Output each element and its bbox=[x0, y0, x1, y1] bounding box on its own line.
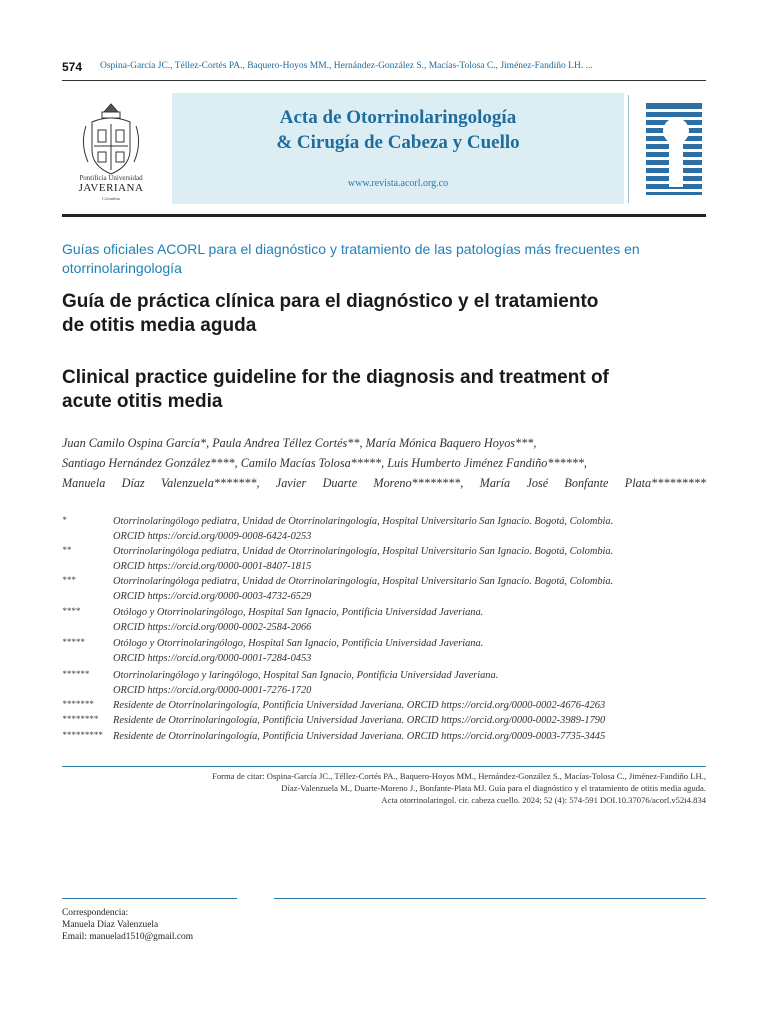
running-head: Ospina-García JC., Téllez-Cortés PA., Baquero-Hoyos MM., Hernández-González S., Macías-Tolosa C., Jiménez-Fandiño LH. ... bbox=[100, 61, 593, 71]
acorl-emblem-icon bbox=[636, 97, 706, 197]
correspondence-name: Manuela Díaz Valenzuela bbox=[62, 920, 159, 930]
article-title-spanish bbox=[62, 290, 722, 338]
affiliation-line: Residente de Otorrinolaringología, Pontificia Universidad Javeriana. ORCID https://orcid.org/0000-0002-3989-1790 bbox=[113, 715, 606, 726]
affiliation-mark: ****** bbox=[62, 669, 89, 679]
affiliation-line: Otólogo y Otorrinolaringólogo, Hospital San Ignacio, Pontificia Universidad Javeriana. bbox=[113, 638, 484, 649]
affiliation-orcid[interactable]: ORCID https://orcid.org/0000-0001-8407-1815 bbox=[113, 561, 312, 573]
university-name-line3: Colombia bbox=[102, 196, 120, 201]
affiliation-orcid[interactable]: ORCID https://orcid.org/0000-0002-2584-2066 bbox=[113, 622, 312, 634]
correspondence-rule-left bbox=[62, 898, 237, 899]
citation-block bbox=[100, 770, 706, 806]
affiliation-line: Otorrinolaringóloga pediatra, Unidad de Otorrinolaringología, Hospital Universitario San Ignacio. Bogotá, Colombia. bbox=[113, 576, 614, 587]
article-title-spanish-line1: Guía de práctica clínica para el diagnóstico y el tratamiento bbox=[62, 291, 599, 312]
journal-title-line2: & Cirugía de Cabeza y Cuello bbox=[276, 132, 520, 153]
affiliation-line: Residente de Otorrinolaringología, Pontificia Universidad Javeriana. ORCID https://orcid.org/0000-0002-4676-4263 bbox=[113, 700, 606, 711]
author-line: Juan Camilo Ospina García*, Paula Andrea Téllez Cortés**, María Mónica Baquero Hoyos***, bbox=[62, 436, 537, 450]
journal-title bbox=[172, 105, 624, 155]
affiliation-mark: ******** bbox=[62, 714, 98, 724]
citation-line: Acta otorrinolaringol. cir. cabeza cuello. 2024; 52 (4): 574-591 DOI.10.37076/acorl.v52i4.834 bbox=[381, 795, 706, 805]
top-rule bbox=[62, 80, 706, 81]
affiliation-mark: ** bbox=[62, 545, 71, 555]
correspondence-block bbox=[62, 907, 193, 943]
affiliation-mark: ******* bbox=[62, 699, 94, 709]
article-title-english-line2: acute otitis media bbox=[62, 391, 223, 412]
affiliation-text bbox=[113, 574, 713, 605]
affiliation-text bbox=[113, 636, 713, 667]
university-logo bbox=[72, 100, 150, 205]
affiliation-text bbox=[113, 729, 713, 744]
acorl-logo bbox=[636, 97, 706, 197]
affiliation-orcid[interactable]: ORCID https://orcid.org/0009-0008-6424-0253 bbox=[113, 531, 312, 543]
affiliation-line: Otorrinolaringólogo pediatra, Unidad de Otorrinolaringología, Hospital Universitario San Ignacio. Bogotá, Colombia. bbox=[113, 516, 614, 527]
university-name-line2: JAVERIANA bbox=[78, 182, 144, 194]
affiliation-text bbox=[113, 514, 713, 545]
affiliation-mark: **** bbox=[62, 606, 80, 616]
affiliation-line: Otólogo y Otorrinolaringólogo, Hospital San Ignacio, Pontificia Universidad Javeriana. bbox=[113, 607, 484, 618]
affiliation-mark: * bbox=[62, 515, 67, 525]
citation-rule bbox=[62, 766, 706, 767]
journal-url[interactable]: www.revista.acorl.org.co bbox=[347, 178, 449, 189]
citation-line: Díaz-Valenzuela M., Duarte-Moreno J., Bonfante-Plata MJ. Guía para el diagnóstico y el tratamiento de otitis media aguda. bbox=[281, 783, 706, 793]
article-title-english-line1: Clinical practice guideline for the diagnosis and treatment of bbox=[62, 367, 609, 388]
series-title: Guías oficiales ACORL para el diagnóstico y tratamiento de las patologías más frecuentes en otorrinolaringología bbox=[62, 241, 640, 276]
affiliation-orcid[interactable]: ORCID https://orcid.org/0000-0001-7284-0453 bbox=[113, 653, 312, 665]
university-name-line1: Pontificia Universidad bbox=[79, 174, 143, 182]
affiliation-line: Otorrinolaringólogo y laringólogo, Hospital San Ignacio, Pontificia Universidad Javeriana. bbox=[113, 670, 499, 681]
page-number: 574 bbox=[62, 60, 83, 74]
affiliation-text bbox=[113, 713, 713, 728]
affiliation-line: Otorrinolaringóloga pediatra, Unidad de Otorrinolaringología, Hospital Universitario San Ignacio. Bogotá, Colombia. bbox=[113, 546, 614, 557]
affiliation-line: Residente de Otorrinolaringología, Pontificia Universidad Javeriana. ORCID https://orcid.org/0009-0003-7735-3445 bbox=[113, 731, 606, 742]
article-title-english bbox=[62, 366, 722, 414]
affiliation-text bbox=[113, 698, 713, 713]
journal-title-line1: Acta de Otorrinolaringología bbox=[279, 107, 517, 128]
affiliation-text bbox=[113, 605, 713, 636]
masthead-divider bbox=[628, 95, 629, 203]
author-line: Santiago Hernández González****, Camilo Macías Tolosa*****, Luis Humberto Jiménez Fandiño******, bbox=[62, 456, 587, 470]
affiliation-mark: ***** bbox=[62, 637, 85, 647]
article-title-spanish-line2: de otitis media aguda bbox=[62, 315, 257, 336]
correspondence-label: Correspondencia: bbox=[62, 908, 129, 918]
author-line: Manuela Díaz Valenzuela*******, Javier Duarte Moreno********, María José Bonfante Plata********* bbox=[62, 476, 706, 490]
affiliation-orcid[interactable]: ORCID https://orcid.org/0000-0001-7276-1720 bbox=[113, 685, 312, 697]
correspondence-email[interactable]: Email: manuelad1510@gmail.com bbox=[62, 932, 193, 942]
affiliation-text bbox=[113, 668, 713, 699]
citation-line: Forma de citar: Ospina-García JC., Téllez-Cortés PA., Baquero-Hoyos MM., Hernández-González S., Macías-Tolosa C., Jiménez-Fandiño LH., bbox=[212, 771, 706, 781]
affiliation-orcid[interactable]: ORCID https://orcid.org/0000-0003-4732-6529 bbox=[113, 591, 312, 603]
affiliation-mark: *** bbox=[62, 575, 76, 585]
affiliation-text bbox=[113, 544, 713, 575]
affiliation-mark: ********* bbox=[62, 730, 103, 740]
correspondence-rule-right bbox=[274, 898, 706, 899]
masthead-rule bbox=[62, 214, 706, 217]
